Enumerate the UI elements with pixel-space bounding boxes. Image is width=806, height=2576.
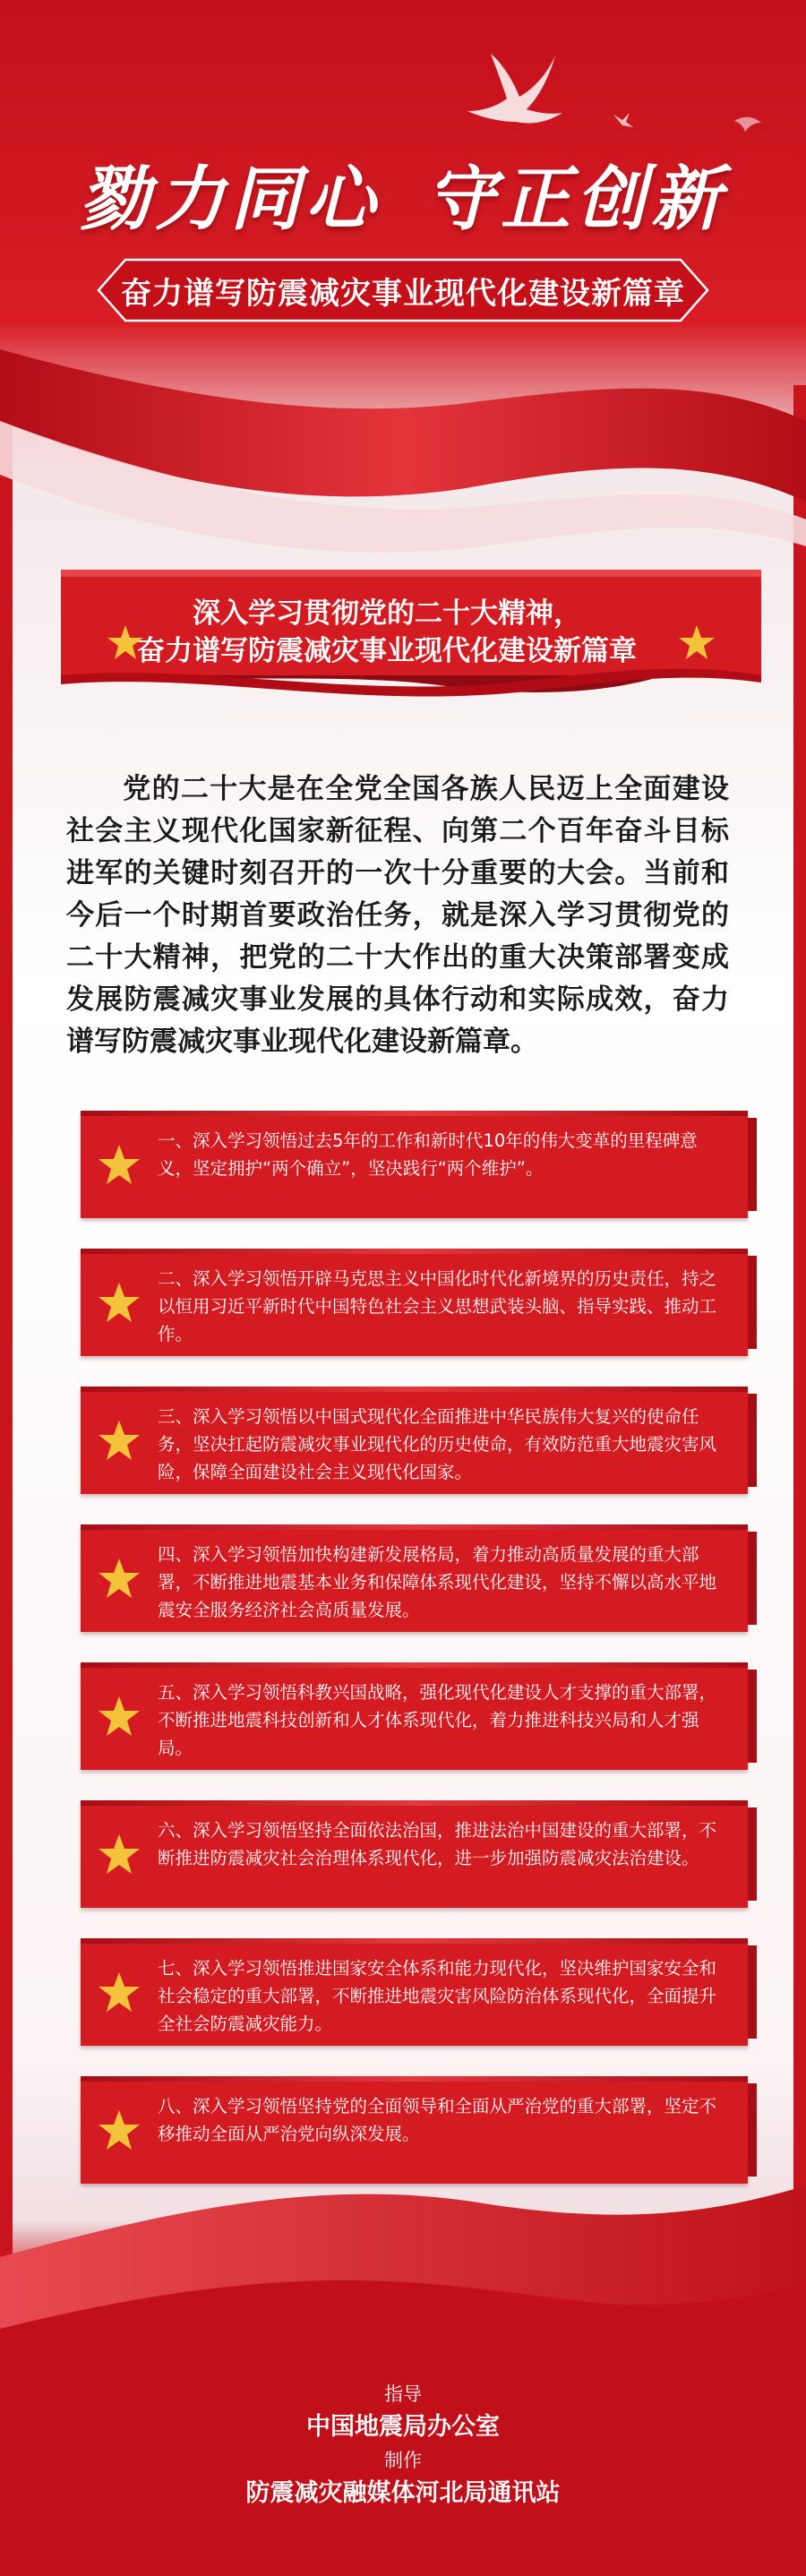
title-left: 勠力同心: [79, 159, 381, 240]
subtitle: 奋力谱写防震减灾事业现代化建设新篇章: [121, 275, 685, 312]
star-icon: [97, 1695, 141, 1739]
list-item: [81, 1800, 748, 1908]
title-right: 守正创新: [425, 159, 727, 240]
item-text: 五、深入学习领悟科教兴国战略，强化现代化建设人才支撑的重大部署，不断推进地震科技创新和人才体系现代化，着力推进科技兴局和人才强局。: [158, 1682, 717, 1758]
item-text: 三、深入学习领悟以中国式现代化全面推进中华民族伟大复兴的使命任务，坚决扛起防震减灾事业现代化的历史使命，有效防范重大地震灾害风险，保障全面建设社会主义现代化国家。: [158, 1406, 717, 1482]
list-item: [81, 1938, 748, 2046]
guide-org: 中国地震局办公室: [306, 2413, 500, 2441]
star-icon: [97, 2108, 141, 2153]
list-item: [81, 2076, 748, 2184]
intro-paragraph: [66, 769, 729, 1063]
item-text: 八、深入学习领悟坚持党的全面领导和全面从严治党的重大部署，坚定不移推动全面从严治党向纵深发展。: [158, 2096, 717, 2144]
star-icon: [97, 1143, 141, 1188]
star-icon: [97, 1281, 141, 1326]
made-org: 防震减灾融媒体河北局通讯站: [245, 2479, 561, 2507]
item-text: 一、深入学习领悟过去5年的工作和新时代10年的伟大变革的里程碑意义，坚定拥护“两个确立”，坚决践行“两个维护”。: [158, 1130, 698, 1179]
item-text: 七、深入学习领悟推进国家安全体系和能力现代化，坚决维护国家安全和社会稳定的重大部署，不断推进地震灾害风险防治体系现代化，全面提升全社会防震减灾能力。: [158, 1958, 717, 2034]
item-list: [81, 1111, 748, 2214]
star-icon: [97, 1971, 141, 2015]
banner-line-2: 奋力谱写防震减灾事业现代化建设新篇章: [137, 635, 637, 667]
item-text: 二、深入学习领悟开辟马克思主义中国化时代化新境界的历史责任，持之以恒用习近平新时代中国特色社会主义思想武装头脑、指导实践、推动工作。: [158, 1268, 717, 1344]
item-text: 六、深入学习领悟坚持全面依法治国，推进法治中国建设的重大部署，不断推进防震减灾社会治理体系现代化，进一步加强防震减灾法治建设。: [158, 1820, 717, 1868]
intro-text: 党的二十大是在全党全国各族人民迈上全面建设社会主义现代化国家新征程、向第二个百年奋斗目标进军的关键时刻召开的一次十分重要的大会。当前和今后一个时期首要政治任务，就是深入学习贯彻党的二十大精神，把党的二十大作出的重大决策部署变成发展防震减灾事业发展的具体行动和实际成效，奋力谱写防震减灾事业现代化建设新篇章。: [66, 773, 729, 1058]
list-item: [81, 1387, 748, 1494]
guide-label: 指导: [384, 2383, 422, 2405]
item-text: 四、深入学习领悟加快构建新发展格局，着力推动高质量发展的重大部署，不断推进地震基本业务和保障体系现代化建设，坚持不懈以高水平地震安全服务经济社会高质量发展。: [158, 1544, 717, 1620]
star-icon: [97, 1557, 141, 1601]
list-item: [81, 1524, 748, 1632]
list-item: [81, 1111, 748, 1218]
main-title: [0, 143, 806, 244]
banner-text: [100, 595, 673, 670]
star-icon: [97, 1833, 141, 1877]
list-item: [81, 1662, 748, 1770]
footer: [0, 2381, 806, 2513]
list-item: [81, 1249, 748, 1356]
made-label: 制作: [384, 2450, 422, 2471]
star-icon: [97, 1419, 141, 1464]
banner-line-1: 深入学习贯彻党的二十大精神，: [193, 597, 581, 630]
